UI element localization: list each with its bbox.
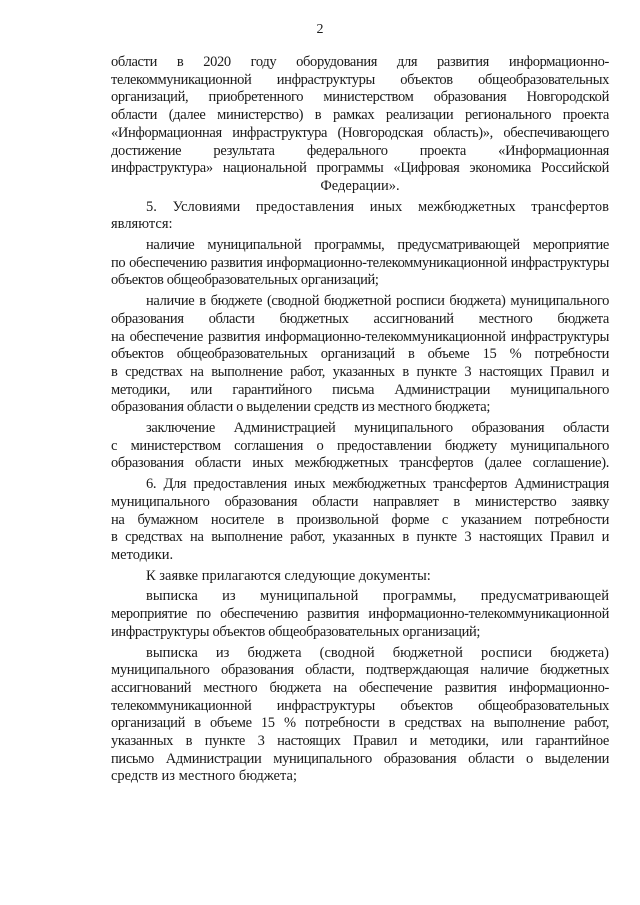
text-line: выписка из бюджета (сводной бюджетной росписи бюджета) xyxy=(146,644,609,661)
text-line: с министерством соглашения о предоставлении бюджету муниципального xyxy=(111,437,609,454)
text-line: средств из местного бюджета; xyxy=(111,768,297,785)
text-line: объектов общеобразовательных организаций в объеме 15 % потребности xyxy=(111,346,609,363)
text-line: телекоммуникационной инфраструктуры объектов общеобразовательных xyxy=(111,71,609,88)
paragraph-attachment-program-extract xyxy=(111,588,609,641)
paragraph-attachment-budget-extract xyxy=(111,645,609,787)
text-line: письмо Администрации муниципального образования области о выделении xyxy=(111,750,609,767)
text-line: методики, или гарантийного письма Администрации муниципального xyxy=(111,381,609,398)
text-line: муниципального образования области направляет в министерство заявку xyxy=(111,493,609,510)
page-number: 2 xyxy=(316,22,324,37)
text-line: области в 2020 году оборудования для развития информационно- xyxy=(111,54,609,70)
text-line: организаций в объеме 15 % потребности в средствах на выполнение работ, xyxy=(111,715,609,732)
text-line: на бумажном носителе в произвольной форме с указанием потребности xyxy=(111,511,609,528)
paragraph-condition-agreement xyxy=(111,420,609,473)
paragraph-clause-5 xyxy=(111,199,609,234)
text-line: Федерации». xyxy=(320,177,400,194)
text-line: заключение Администрацией муниципального образования области xyxy=(146,420,609,437)
text-line: в средствах на выполнение работ, указанных в пункте 3 настоящих Правил и xyxy=(111,363,609,380)
text-line: инфраструктура» национальной программы «Цифровая экономика Российской xyxy=(111,160,609,177)
text-line: 5. Условиями предоставления иных межбюджетных трансфертов xyxy=(146,198,609,215)
paragraph-procurement-context xyxy=(111,54,609,196)
text-line: инфраструктуры объектов общеобразовательных организаций; xyxy=(111,623,481,640)
text-line: телекоммуникационной инфраструктуры объектов общеобразовательных xyxy=(111,697,609,714)
text-line: наличие в бюджете (сводной бюджетной росписи бюджета) муниципального xyxy=(146,293,609,310)
text-line: в средствах на выполнение работ, указанных в пункте 3 настоящих Правил и xyxy=(111,529,609,546)
text-line: достижение результата федерального проекта «Информационная xyxy=(111,142,609,159)
text-line: «Информационная инфраструктура (Новгородская область)», обеспечивающего xyxy=(111,124,609,141)
paragraph-condition-program xyxy=(111,237,609,290)
text-line: по обеспечению развития информационно-телекоммуникационной инфраструктуры xyxy=(111,254,609,271)
text-line: образования области иных межбюджетных трансфертов (далее соглашение). xyxy=(111,455,609,472)
text-line: методики. xyxy=(111,546,174,563)
text-line: выписка из муниципальной программы, предусматривающей xyxy=(146,588,609,605)
document-body xyxy=(111,54,609,786)
text-line: на обеспечение развития информационно-телекоммуникационной инфраструктуры xyxy=(111,328,609,345)
paragraph-attachments-intro xyxy=(111,568,609,586)
text-line: 6. Для предоставления иных межбюджетных трансфертов Администрация xyxy=(146,476,609,493)
text-line: К заявке прилагаются следующие документы: xyxy=(146,567,431,584)
text-line: ассигнований местного бюджета на обеспечение развития информационно- xyxy=(111,679,609,696)
text-line: объектов общеобразовательных организаций; xyxy=(111,272,379,289)
text-line: указанных в пункте 3 настоящих Правил и методики, или гарантийное xyxy=(111,733,609,750)
text-line: муниципального образования области, подтверждающая наличие бюджетных xyxy=(111,662,609,679)
text-line: образования области о выделении средств из местного бюджета; xyxy=(111,399,491,416)
text-line: области (далее министерство) в рамках реализации регионального проекта xyxy=(111,107,609,124)
text-line: мероприятие по обеспечению развития информационно-телекоммуникационной xyxy=(111,606,609,623)
text-line: являются: xyxy=(111,216,173,233)
text-line: образования области бюджетных ассигнований местного бюджета xyxy=(111,310,609,327)
text-line: наличие муниципальной программы, предусматривающей мероприятие xyxy=(146,237,609,254)
paragraph-condition-budget xyxy=(111,293,609,417)
text-line: организаций, приобретенного министерством образования Новгородской xyxy=(111,89,609,106)
paragraph-clause-6 xyxy=(111,476,609,565)
